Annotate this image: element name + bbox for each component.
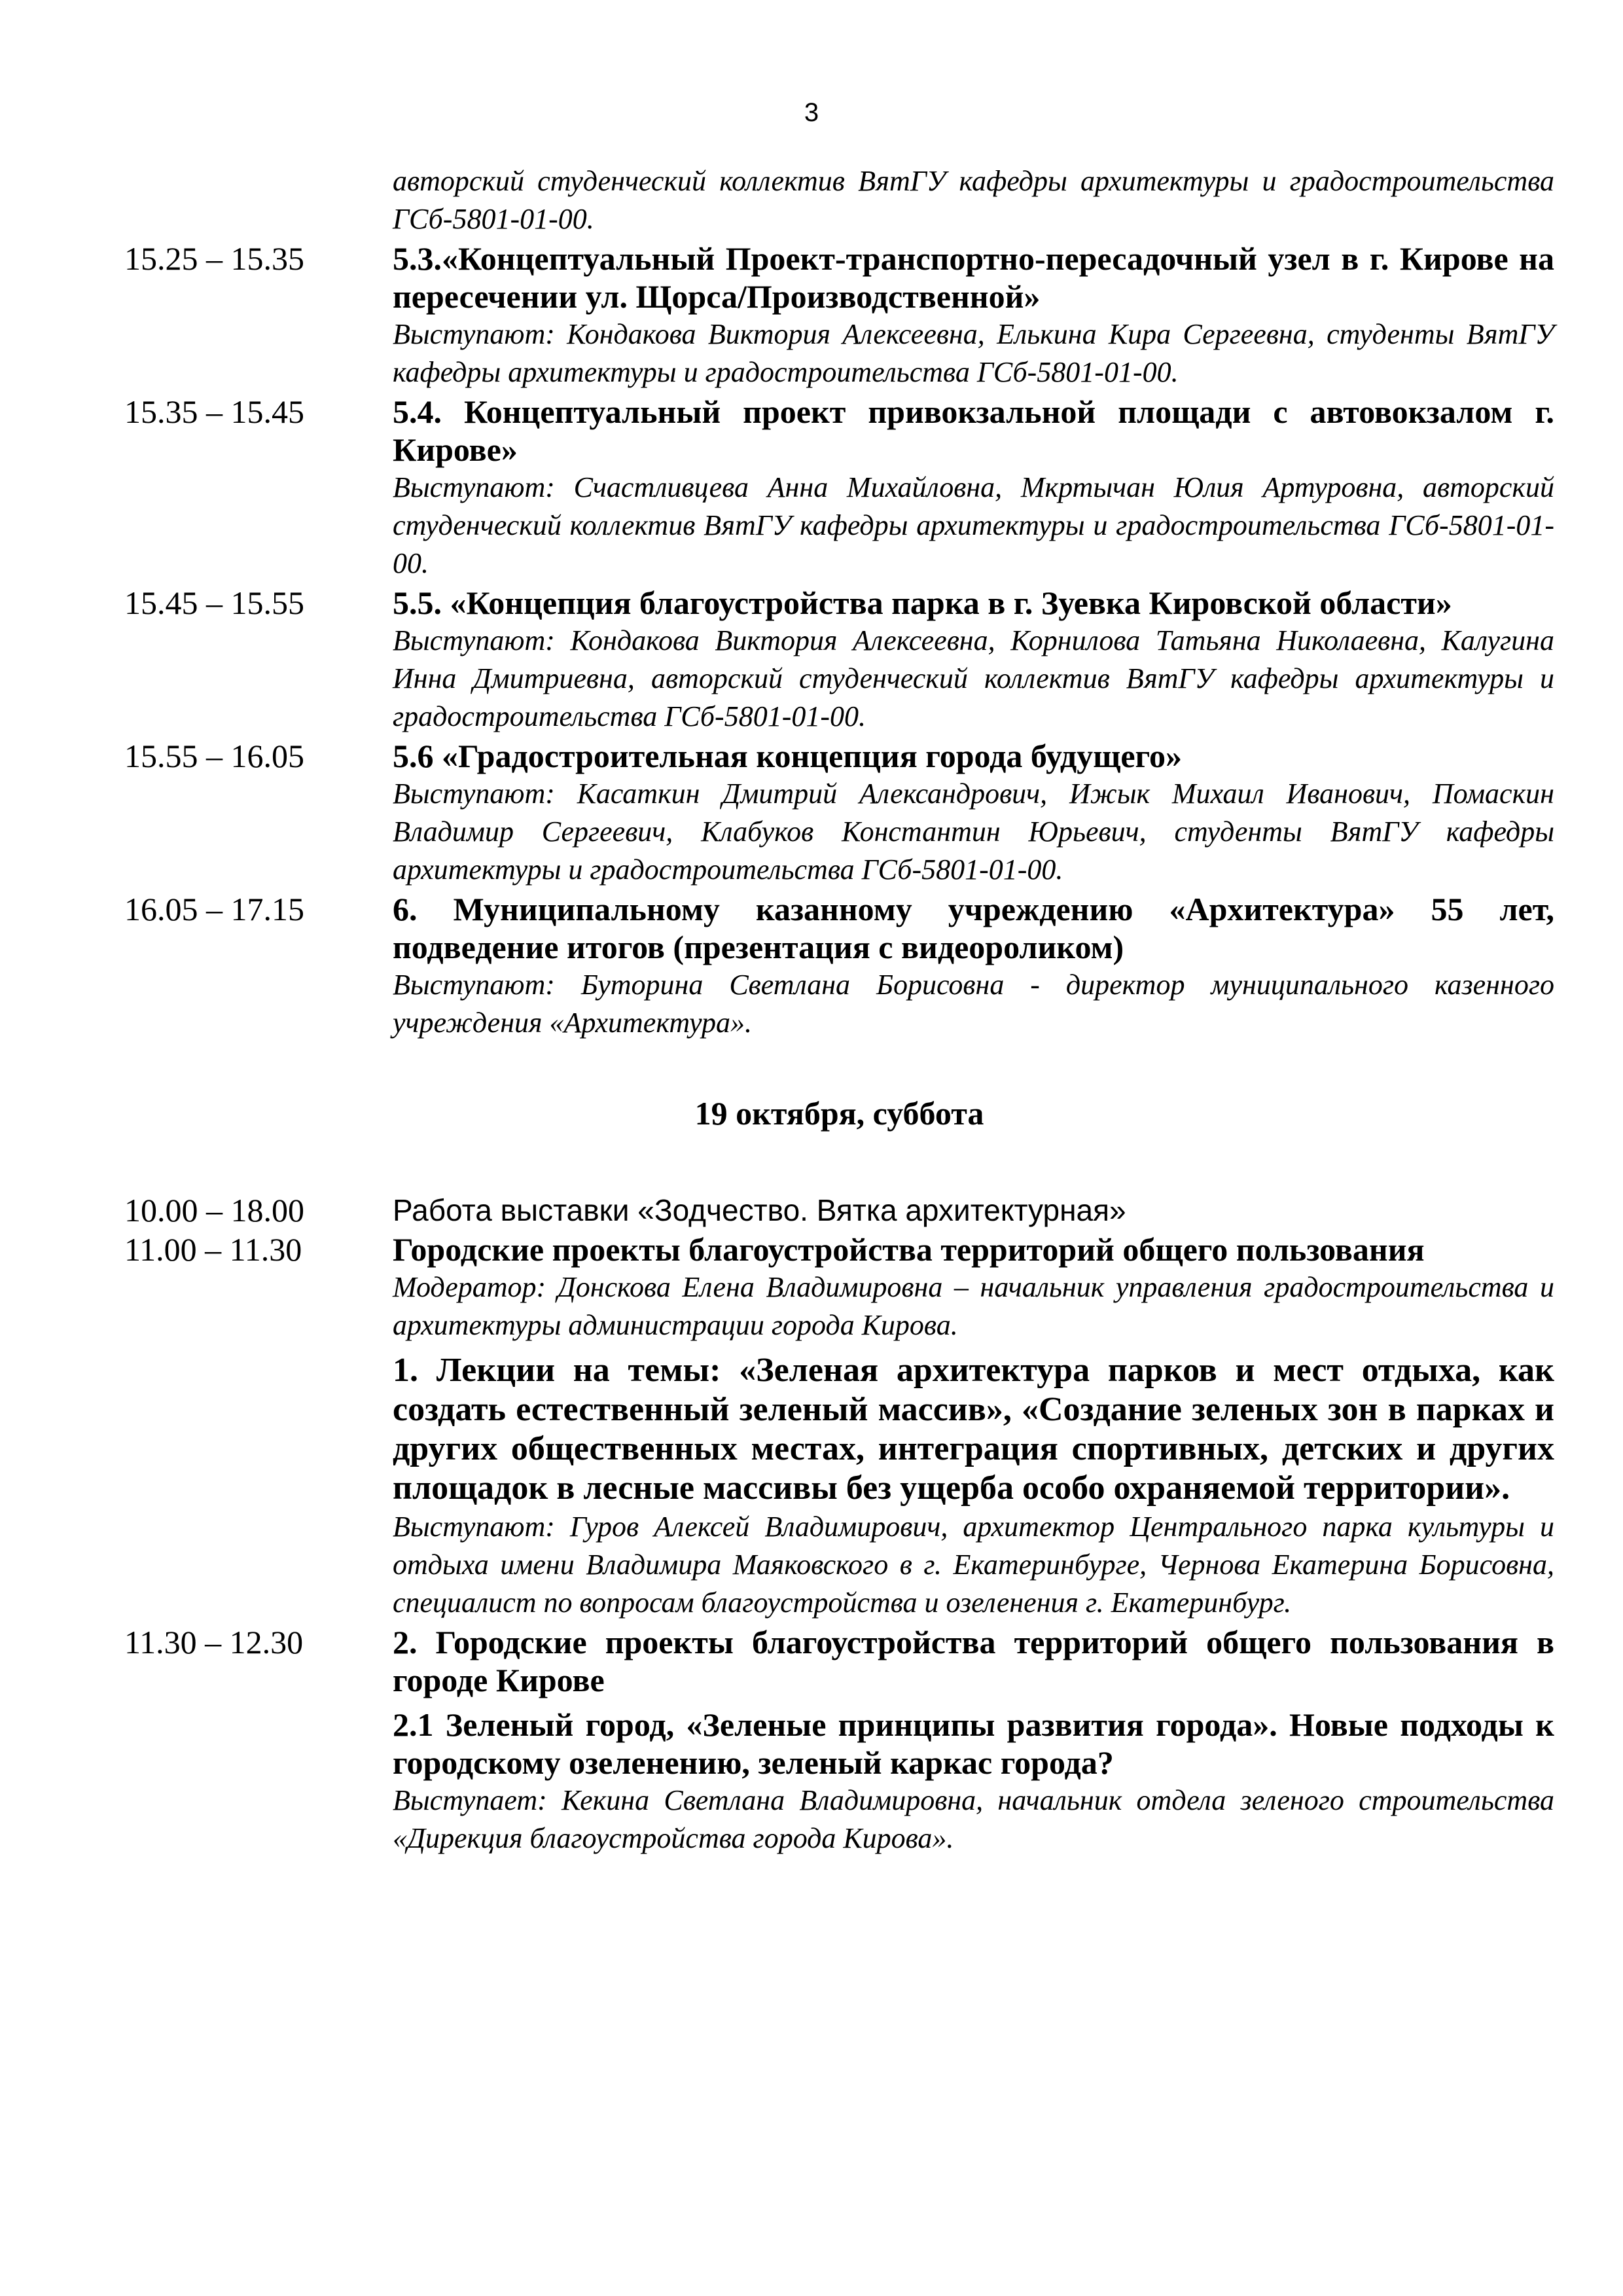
time-slot: 15.55 – 16.05 <box>124 738 304 774</box>
time-slot: 11.00 – 11.30 <box>124 1231 302 1268</box>
program-item-6 <box>124 890 1554 1042</box>
speakers-text: Выступают: Кондакова Виктория Алексеевна, Елькина Кира Сергеевна, студенты ВятГУ кафедры архитектуры и градостроительства ГСб-5801-01-00. <box>393 318 1554 388</box>
continuation-row <box>124 162 1554 238</box>
lecture-title: 1. Лекции на темы: «Зеленая архитектура парков и мест отдыха, как создать естественный зеленый массив», «Создание зеленых зон в парках и других общественных местах, интеграция спортивных, детских и других площадок в лесные массивы без ущерба особо охраняемой территории». <box>393 1352 1554 1507</box>
time-slot: 10.00 – 18.00 <box>124 1192 304 1229</box>
program-item-5-6 <box>124 737 1554 889</box>
time-slot: 15.45 – 15.55 <box>124 584 304 621</box>
time-slot <box>124 162 393 238</box>
item-title: 5.6 «Градостроительная концепция города будущего» <box>393 738 1183 774</box>
session-title: Городские проекты благоустройства территорий общего пользования <box>393 1231 1425 1268</box>
time-slot: 15.25 – 15.35 <box>124 240 304 277</box>
session-title: 2. Городские проекты благоустройства территорий общего пользования в городе Кирове <box>393 1624 1554 1698</box>
exhibition-text: Работа выставки «Зодчество. Вятка архитектурная» <box>393 1193 1126 1227</box>
day-heading: 19 октября, суббота <box>694 1095 984 1132</box>
session-2 <box>124 1623 1554 1857</box>
program-item-5-5 <box>124 584 1554 736</box>
time-slot: 16.05 – 17.15 <box>124 891 304 927</box>
page-number: 3 <box>804 98 819 127</box>
speakers-text: Выступают: Счастливцева Анна Михайловна, Мкртычан Юлия Артуровна, авторский студенческий коллектив ВятГУ кафедры архитектуры и градостроительства ГСб-5801-01-00. <box>393 471 1554 579</box>
time-slot: 11.30 – 12.30 <box>124 1624 304 1660</box>
program-content <box>124 162 1554 1857</box>
item-title: 5.3.«Концептуальный Проект-транспортно-пересадочный узел в г. Кирове на пересечении ул. Щорса/Производственной» <box>393 240 1554 315</box>
session-1 <box>124 1230 1554 1622</box>
sub-item-title: 2.1 Зеленый город, «Зеленые принципы развития города». Новые подходы к городскому озеленению, зеленый каркас города? <box>393 1706 1554 1781</box>
program-item-5-3 <box>124 240 1554 391</box>
speakers-text: Выступает: Кекина Светлана Владимировна, начальник отдела зеленого строительства «Дирекция благоустройства города Кирова». <box>393 1784 1554 1854</box>
moderator-text: Модератор: Донскова Елена Владимировна – начальник управления градостроительства и архитектуры администрации города Кирова. <box>393 1271 1554 1341</box>
speakers-text: Выступают: Буторина Светлана Борисовна - директор муниципального казенного учреждения «Архитектура». <box>393 969 1554 1039</box>
time-slot: 15.35 – 15.45 <box>124 393 304 430</box>
item-title: 5.4. Концептуальный проект привокзальной площади с автовокзалом г. Кирове» <box>393 393 1554 468</box>
speakers-text: Выступают: Касаткин Дмитрий Александрович, Ижык Михаил Иванович, Помаскин Владимир Сергеевич, Клабуков Константин Юрьевич, студенты ВятГУ кафедры архитектуры и градостроительства ГСб-5801-01-00. <box>393 778 1554 886</box>
item-title: 5.5. «Концепция благоустройства парка в г. Зуевка Кировской области» <box>393 584 1452 621</box>
program-item-5-4 <box>124 393 1554 583</box>
speakers-text: авторский студенческий коллектив ВятГУ кафедры архитектуры и градостроительства ГСб-5801-01-00. <box>393 165 1554 235</box>
speakers-text: Выступают: Кондакова Виктория Алексеевна, Корнилова Татьяна Николаевна, Калугина Инна Дмитриевна, авторский студенческий коллектив ВятГУ кафедры архитектуры и градостроительства ГСб-5801-01-00. <box>393 624 1554 732</box>
exhibition-row <box>124 1191 1554 1229</box>
item-title: 6. Муниципальному казанному учреждению «Архитектура» 55 лет, подведение итогов (презентация с видеороликом) <box>393 891 1554 965</box>
speakers-text: Выступают: Гуров Алексей Владимирович, архитектор Центрального парка культуры и отдыха имени Владимира Маяковского в г. Екатеринбурге, Чернова Екатерина Борисовна, специалист по вопросам благоустройства и озеленения г. Екатеринбург. <box>393 1511 1554 1619</box>
